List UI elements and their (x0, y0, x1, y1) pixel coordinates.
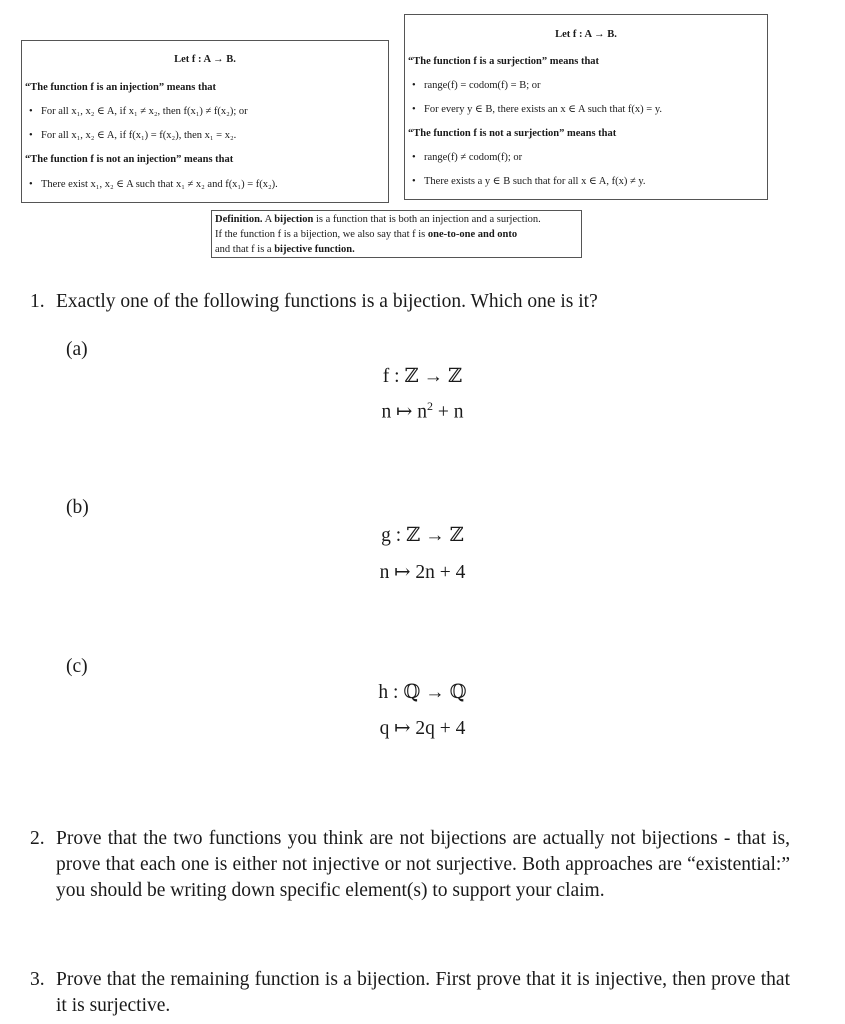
definition-label: Definition. (215, 214, 263, 225)
surjection-not-heading: “The function f is not a surjection” means that (408, 128, 617, 139)
question-number: 2. (30, 828, 45, 849)
surjection-bullet-2: • For every y ∈ B, there exists an x ∈ A such that f(x) = y. (424, 104, 662, 117)
injection-bullet-2: • For all x₁, x₂ ∈ A, if f(x₁) = f(x₂), then x₁ = x₂. (41, 130, 236, 143)
term-bijection: bijection (274, 214, 314, 225)
question-2 (30, 826, 790, 930)
injection-bullet-1: • For all x₁, x₂ ∈ A, if x₁ ≠ x₂, then f(x₁) ≠ f(x₂); or (41, 106, 248, 119)
option-c-label: (c) (66, 656, 88, 677)
option-a-rule: n ↦ $n^2 + n$ (381, 399, 464, 423)
injection-means-heading: “The function f is an injection” means that (25, 82, 217, 93)
surjection-not-bullet-2: • There exists a y ∈ B such that for all x ∈ A, f(x) ≠ y. (424, 176, 646, 189)
option-a-signature: f : ℤ → ℤ (382, 366, 463, 387)
question-text: Prove that the remaining function is a bijection. First prove that it is injective, then prove that it is surjective. (56, 969, 790, 1016)
surjection-definition-box (404, 14, 768, 200)
injection-definition-box (21, 40, 389, 203)
option-a-label: (a) (66, 339, 88, 360)
injection-box-title: Let f : A → B. (174, 54, 236, 65)
definition-line-3: and that f is a bijective function. (215, 244, 355, 255)
definition-line-2: If the function f is a bijection, we also say that f is one-to-one and onto (215, 229, 518, 240)
question-1 (30, 289, 790, 315)
option-b-signature: g : ℤ → ℤ (381, 525, 464, 546)
injection-not-heading: “The function f is not an injection” means that (25, 154, 234, 165)
option-b-label: (b) (66, 497, 89, 518)
surjection-box-title: Let f : A → B. (555, 29, 617, 40)
option-c-signature: h : ℚ → ℚ (378, 682, 467, 703)
question-number: 1. (30, 291, 45, 312)
injection-not-bullet-1: • There exist x₁, x₂ ∈ A such that x₁ ≠ x₂ and f(x₁) = f(x₂). (41, 179, 278, 192)
bijection-definition-box (211, 210, 582, 258)
definition-line-1: Definition. A bijection is a function that is both an injection and a surjection. (215, 214, 541, 225)
surjection-not-bullet-1: • range(f) ≠ codom(f); or (424, 152, 522, 165)
term-bijective-function: bijective function. (274, 244, 355, 255)
question-number: 3. (30, 969, 45, 990)
question-3 (30, 967, 790, 1019)
surjection-bullet-1: • range(f) = codom(f) = B; or (424, 80, 541, 93)
term-one-to-one-onto: one-to-one and onto (427, 229, 518, 240)
option-c-rule: q ↦ 2q + 4 (379, 718, 466, 739)
question-text: Exactly one of the following functions is a bijection. Which one is it? (56, 291, 598, 312)
surjection-means-heading: “The function f is a surjection” means that (408, 56, 600, 67)
question-text: Prove that the two functions you think are not bijections are actually not bijections - that is, prove that each one is either not injective or not surjective. Both approaches are “existential:” you should be writing down specific element(s) to support your claim. (56, 828, 790, 901)
option-b-rule: n ↦ 2n + 4 (379, 562, 466, 583)
